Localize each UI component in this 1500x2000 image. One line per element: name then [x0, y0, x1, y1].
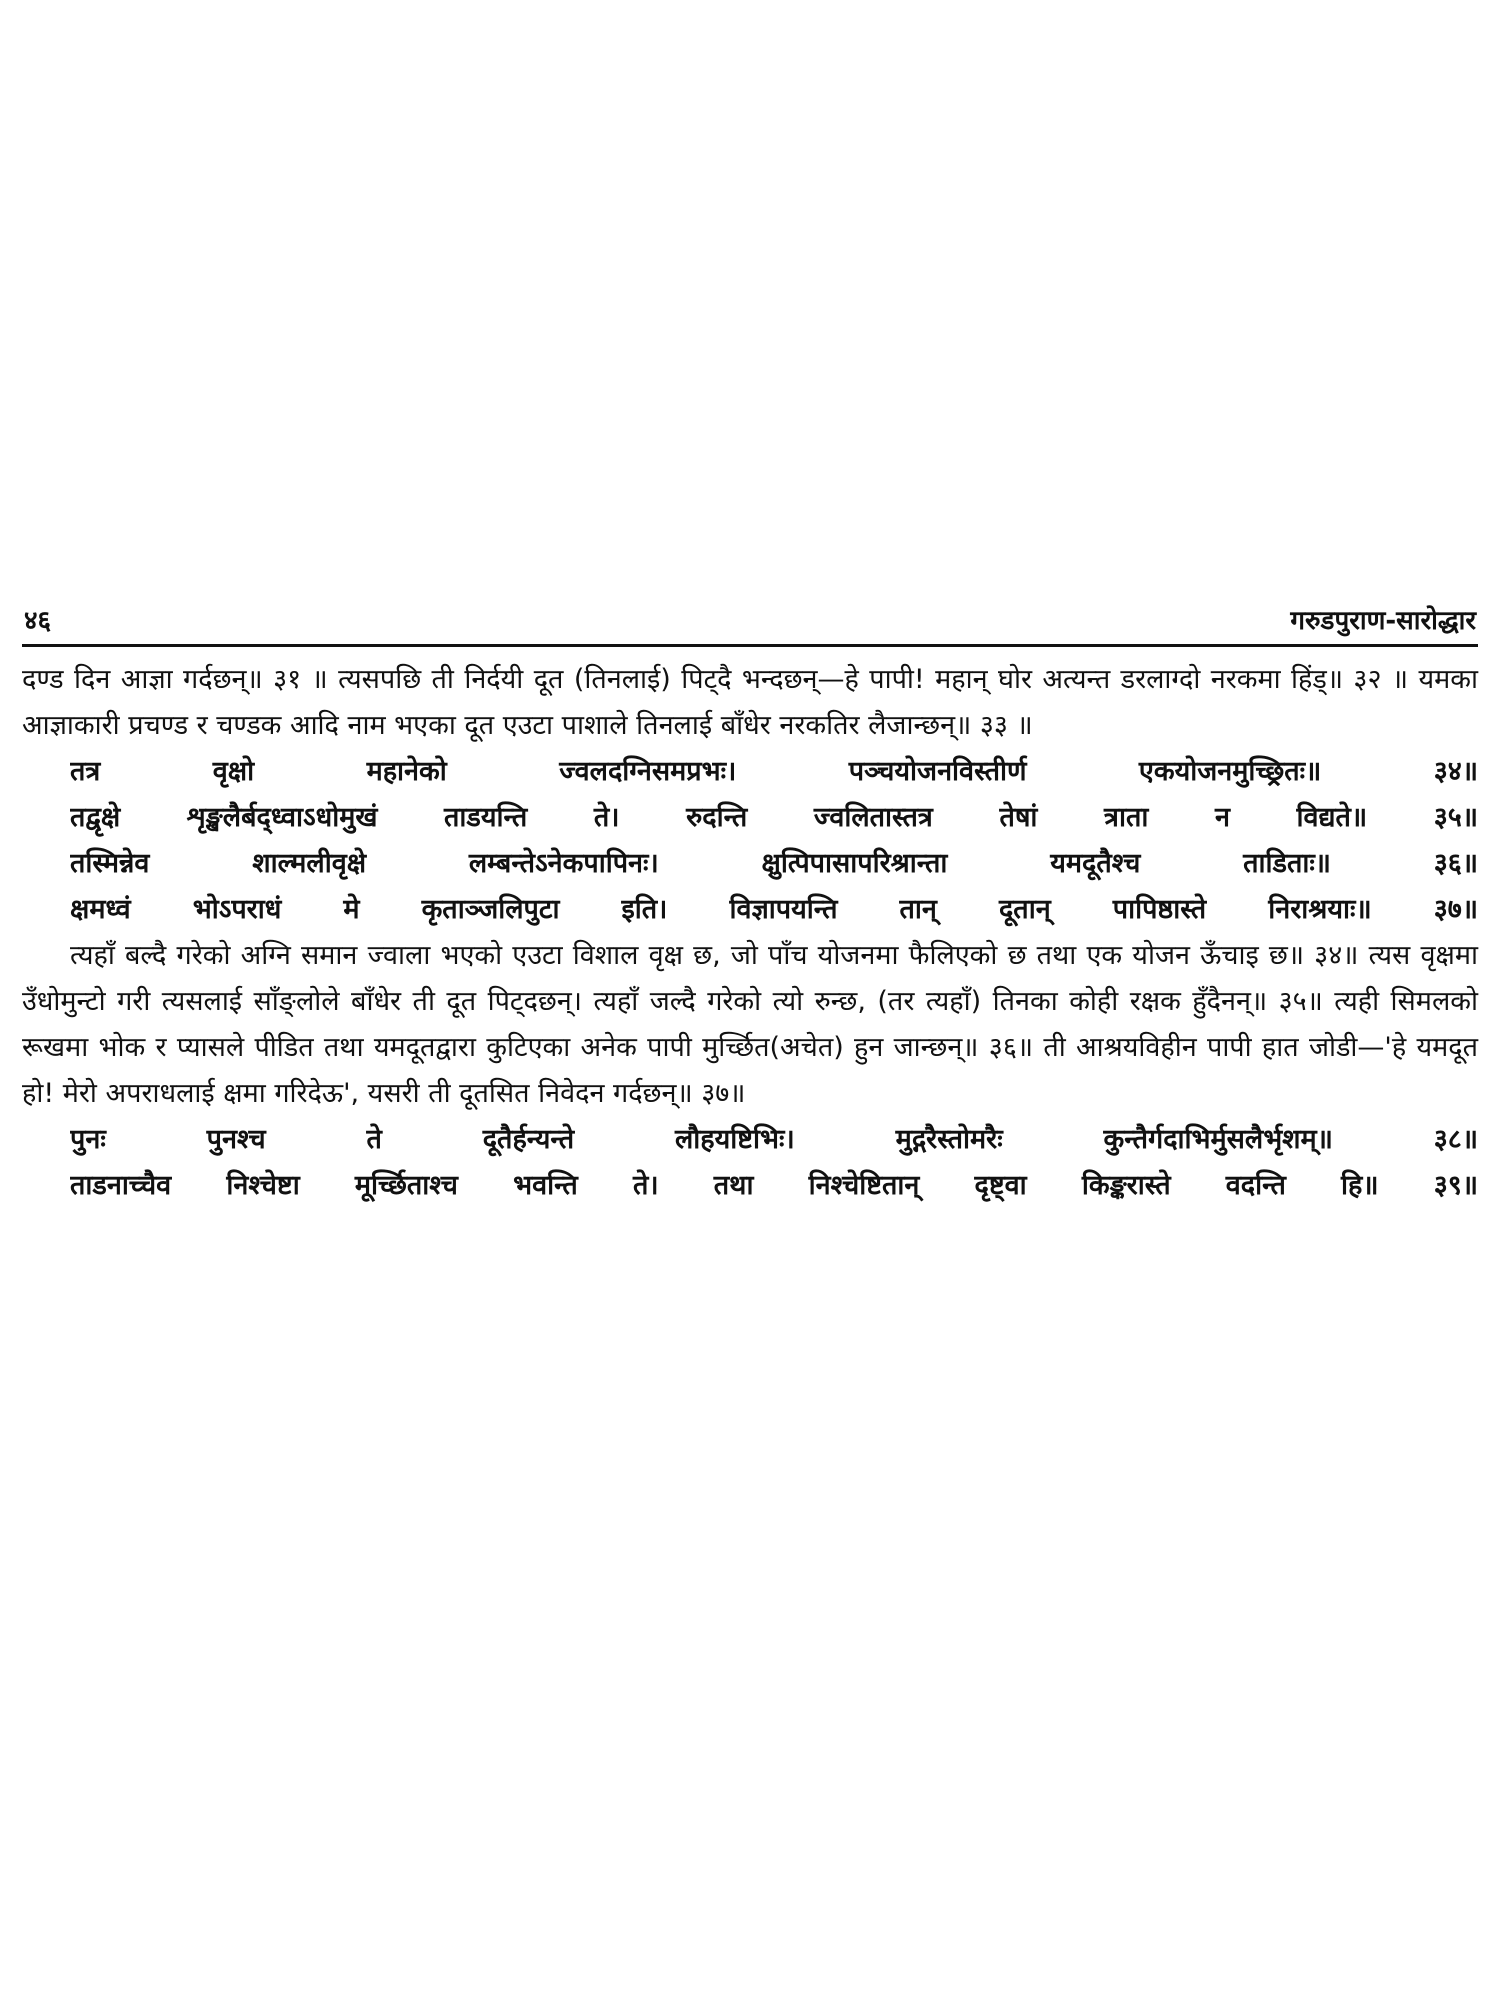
- page-number: ४६: [24, 606, 52, 636]
- sanskrit-verses-38-39: [22, 1117, 1478, 1209]
- page-content: [22, 657, 1478, 1209]
- verse-39: ताडनाच्चैव निश्चेष्टा मूर्च्छिताश्च भवन्ति ते। तथा निश्चेष्टितान् दृष्ट्वा किङ्करास्ते वदन्ति हि॥ ३९॥: [70, 1170, 1478, 1201]
- verse-36: तस्मिन्नेव शाल्मलीवृक्षे लम्बन्तेऽनेकपापिनः। क्षुत्पिपासापरिश्रान्ता यमदूतैश्च ताडिताः॥ ३६॥: [70, 848, 1478, 879]
- verse-35: तद्वृक्षे शृङ्खलैर्बद्ध्वाऽधोमुखं ताडयन्ति ते। रुदन्ति ज्वलितास्तत्र तेषां त्राता न विद्यते॥ ३५॥: [70, 802, 1478, 833]
- prose-paragraph-34-37: त्यहाँ बल्दै गरेको अग्नि समान ज्वाला भएको एउटा विशाल वृक्ष छ, जो पाँच योजनमा फैलिएको छ तथा एक योजन ऊँचाइ छ॥ ३४॥ त्यस वृक्षमा उँधोमुन्टो गरी त्यसलाई साँङ्लोले बाँधेर ती दूत पिट्दछन्। त्यहाँ जल्दै गरेको त्यो रुन्छ, (तर त्यहाँ) तिनका कोही रक्षक हुँदैनन्॥ ३५॥ त्यही सिमलको रूखमा भोक र प्यासले पीडित तथा यमदूतद्वारा कुटिएका अनेक पापी मुर्च्छित(अचेत) हुन जान्छन्॥ ३६॥ ती आश्रयविहीन पापी हात जोडी—'हे यमदूत हो! मेरो अपराधलाई क्षमा गरिदेऊ', यसरी ती दूतसित निवेदन गर्दछन्॥ ३७॥: [22, 940, 1478, 1109]
- sanskrit-verses-34-37: [22, 749, 1478, 933]
- verse-34: तत्र वृक्षो महानेको ज्वलदग्निसमप्रभः। पञ्चयोजनविस्तीर्ण एकयोजनमुच्छ्रितः॥ ३४॥: [70, 756, 1478, 787]
- verse-38: पुनः पुनश्च ते दूतैर्हन्यन्ते लौहयष्टिभिः। मुद्गरैस्तोमरैः कुन्तैर्गदाभिर्मुसलैर्भृशम्॥ ३८॥: [70, 1124, 1478, 1155]
- book-title: गरुडपुराण-सारोद्धार: [1290, 606, 1476, 636]
- prose-paragraph-31-33: दण्ड दिन आज्ञा गर्दछन्॥ ३१ ॥ त्यसपछि ती निर्दयी दूत (तिनलाई) पिट्दै भन्दछन्—हे पापी! महान् घोर अत्यन्त डरलाग्दो नरकमा हिंड्॥ ३२ ॥ यमका आज्ञाकारी प्रचण्ड र चण्डक आदि नाम भएका दूत एउटा पाशाले तिनलाई बाँधेर नरकतिर लैजान्छन्॥ ३३ ॥: [22, 664, 1479, 741]
- verse-37: क्षमध्वं भोऽपराधं मे कृताञ्जलिपुटा इति। विज्ञापयन्ति तान् दूतान् पापिष्ठास्ते निराश्रयाः॥ ३७॥: [70, 894, 1478, 925]
- running-header: [22, 598, 1478, 647]
- book-page: [22, 598, 1478, 1209]
